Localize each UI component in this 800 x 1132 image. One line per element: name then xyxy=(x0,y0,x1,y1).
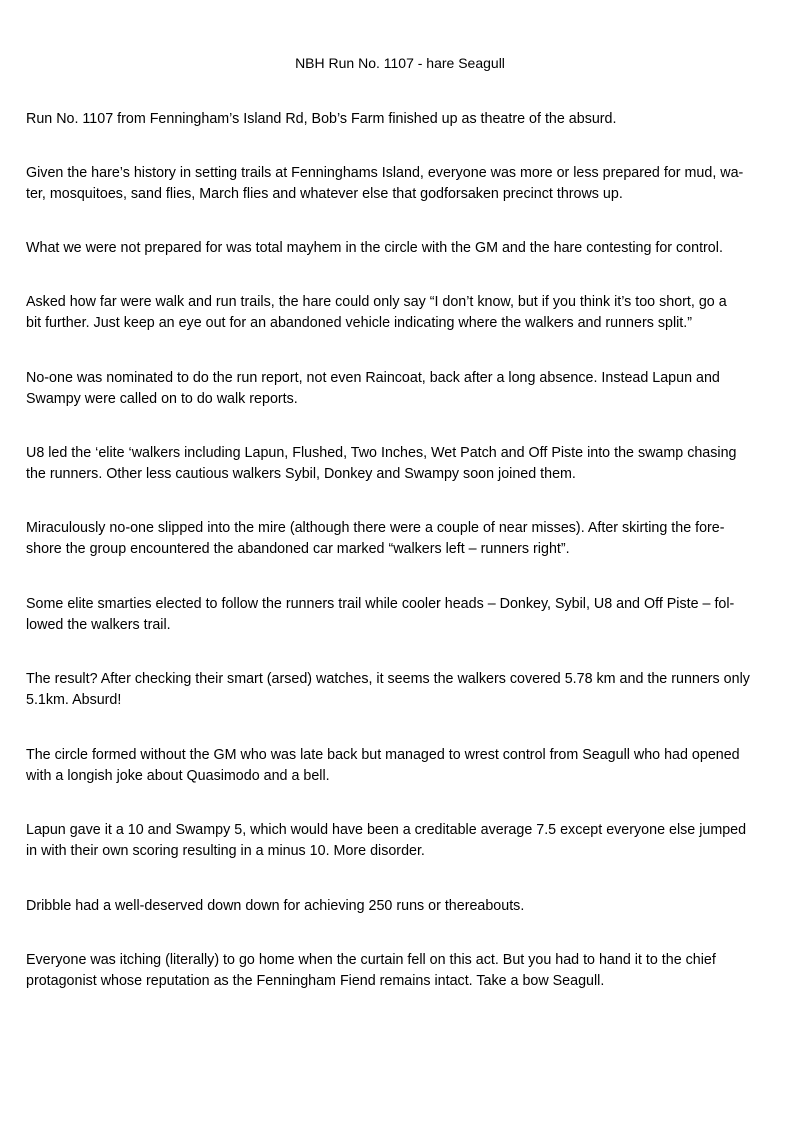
paragraph-line: Given the hare’s history in setting trails at Fenninghams Island, everyone was more or less prepared for mud, wa- xyxy=(26,165,744,181)
paragraph-line: Miraculously no-one slipped into the mire (although there were a couple of near misses). After skirting the fore- xyxy=(26,520,725,536)
paragraph-line: with a longish joke about Quasimodo and a bell. xyxy=(26,768,330,784)
paragraph-line: What we were not prepared for was total mayhem in the circle with the GM and the hare contesting for control. xyxy=(26,240,723,256)
paragraph-line: The circle formed without the GM who was late back but managed to wrest control from Seagull who had opened xyxy=(26,747,740,763)
paragraph-13 xyxy=(26,950,778,992)
paragraph-line: the runners. Other less cautious walkers Sybil, Donkey and Swampy soon joined them. xyxy=(26,466,576,482)
paragraph-2 xyxy=(26,163,778,205)
paragraph-line: Asked how far were walk and run trails, the hare could only say “I don’t know, but if you think it’s too short, go a xyxy=(26,294,727,310)
paragraph-4 xyxy=(26,292,778,334)
paragraph-line: Everyone was itching (literally) to go home when the curtain fell on this act. But you had to hand it to the chief xyxy=(26,952,716,968)
paragraph-line: lowed the walkers trail. xyxy=(26,617,171,633)
paragraph-line: The result? After checking their smart (arsed) watches, it seems the walkers covered 5.78 km and the runners only xyxy=(26,671,750,687)
paragraph-8 xyxy=(26,594,778,636)
paragraph-line: ter, mosquitoes, sand flies, March flies and whatever else that godforsaken precinct throws up. xyxy=(26,186,623,202)
page-title: NBH Run No. 1107 - hare Seagull xyxy=(295,55,505,71)
paragraph-line: Lapun gave it a 10 and Swampy 5, which would have been a creditable average 7.5 except everyone else jumped xyxy=(26,822,747,838)
paragraph-line: Some elite smarties elected to follow the runners trail while cooler heads – Donkey, Sybil, U8 and Off Piste – fol- xyxy=(26,596,735,612)
paragraph-line: bit further. Just keep an eye out for an abandoned vehicle indicating where the walkers and runners split.” xyxy=(26,315,692,331)
paragraph-12 xyxy=(26,896,778,917)
paragraph-line: 5.1km. Absurd! xyxy=(26,692,122,708)
paragraph-1 xyxy=(26,109,778,130)
paragraph-10 xyxy=(26,745,778,787)
paragraph-5 xyxy=(26,368,778,410)
paragraph-9 xyxy=(26,669,778,711)
paragraph-6 xyxy=(26,443,778,485)
paragraph-3 xyxy=(26,238,778,259)
paragraph-11 xyxy=(26,820,778,862)
paragraph-line: Run No. 1107 from Fenningham’s Island Rd, Bob’s Farm finished up as theatre of the absurd. xyxy=(26,111,617,127)
paragraph-line: U8 led the ‘elite ‘walkers including Lapun, Flushed, Two Inches, Wet Patch and Off Piste into the swamp chasing xyxy=(26,445,737,461)
paragraph-line: shore the group encountered the abandoned car marked “walkers left – runners right”. xyxy=(26,541,570,557)
paragraph-line: in with their own scoring resulting in a minus 10. More disorder. xyxy=(26,843,425,859)
paragraph-line: No-one was nominated to do the run report, not even Raincoat, back after a long absence. Instead Lapun and xyxy=(26,370,720,386)
paragraph-7 xyxy=(26,518,778,560)
paragraph-line: Swampy were called on to do walk reports. xyxy=(26,391,298,407)
paragraph-line: Dribble had a well-deserved down down for achieving 250 runs or thereabouts. xyxy=(26,898,525,914)
paragraph-line: protagonist whose reputation as the Fenningham Fiend remains intact. Take a bow Seagull. xyxy=(26,973,605,989)
